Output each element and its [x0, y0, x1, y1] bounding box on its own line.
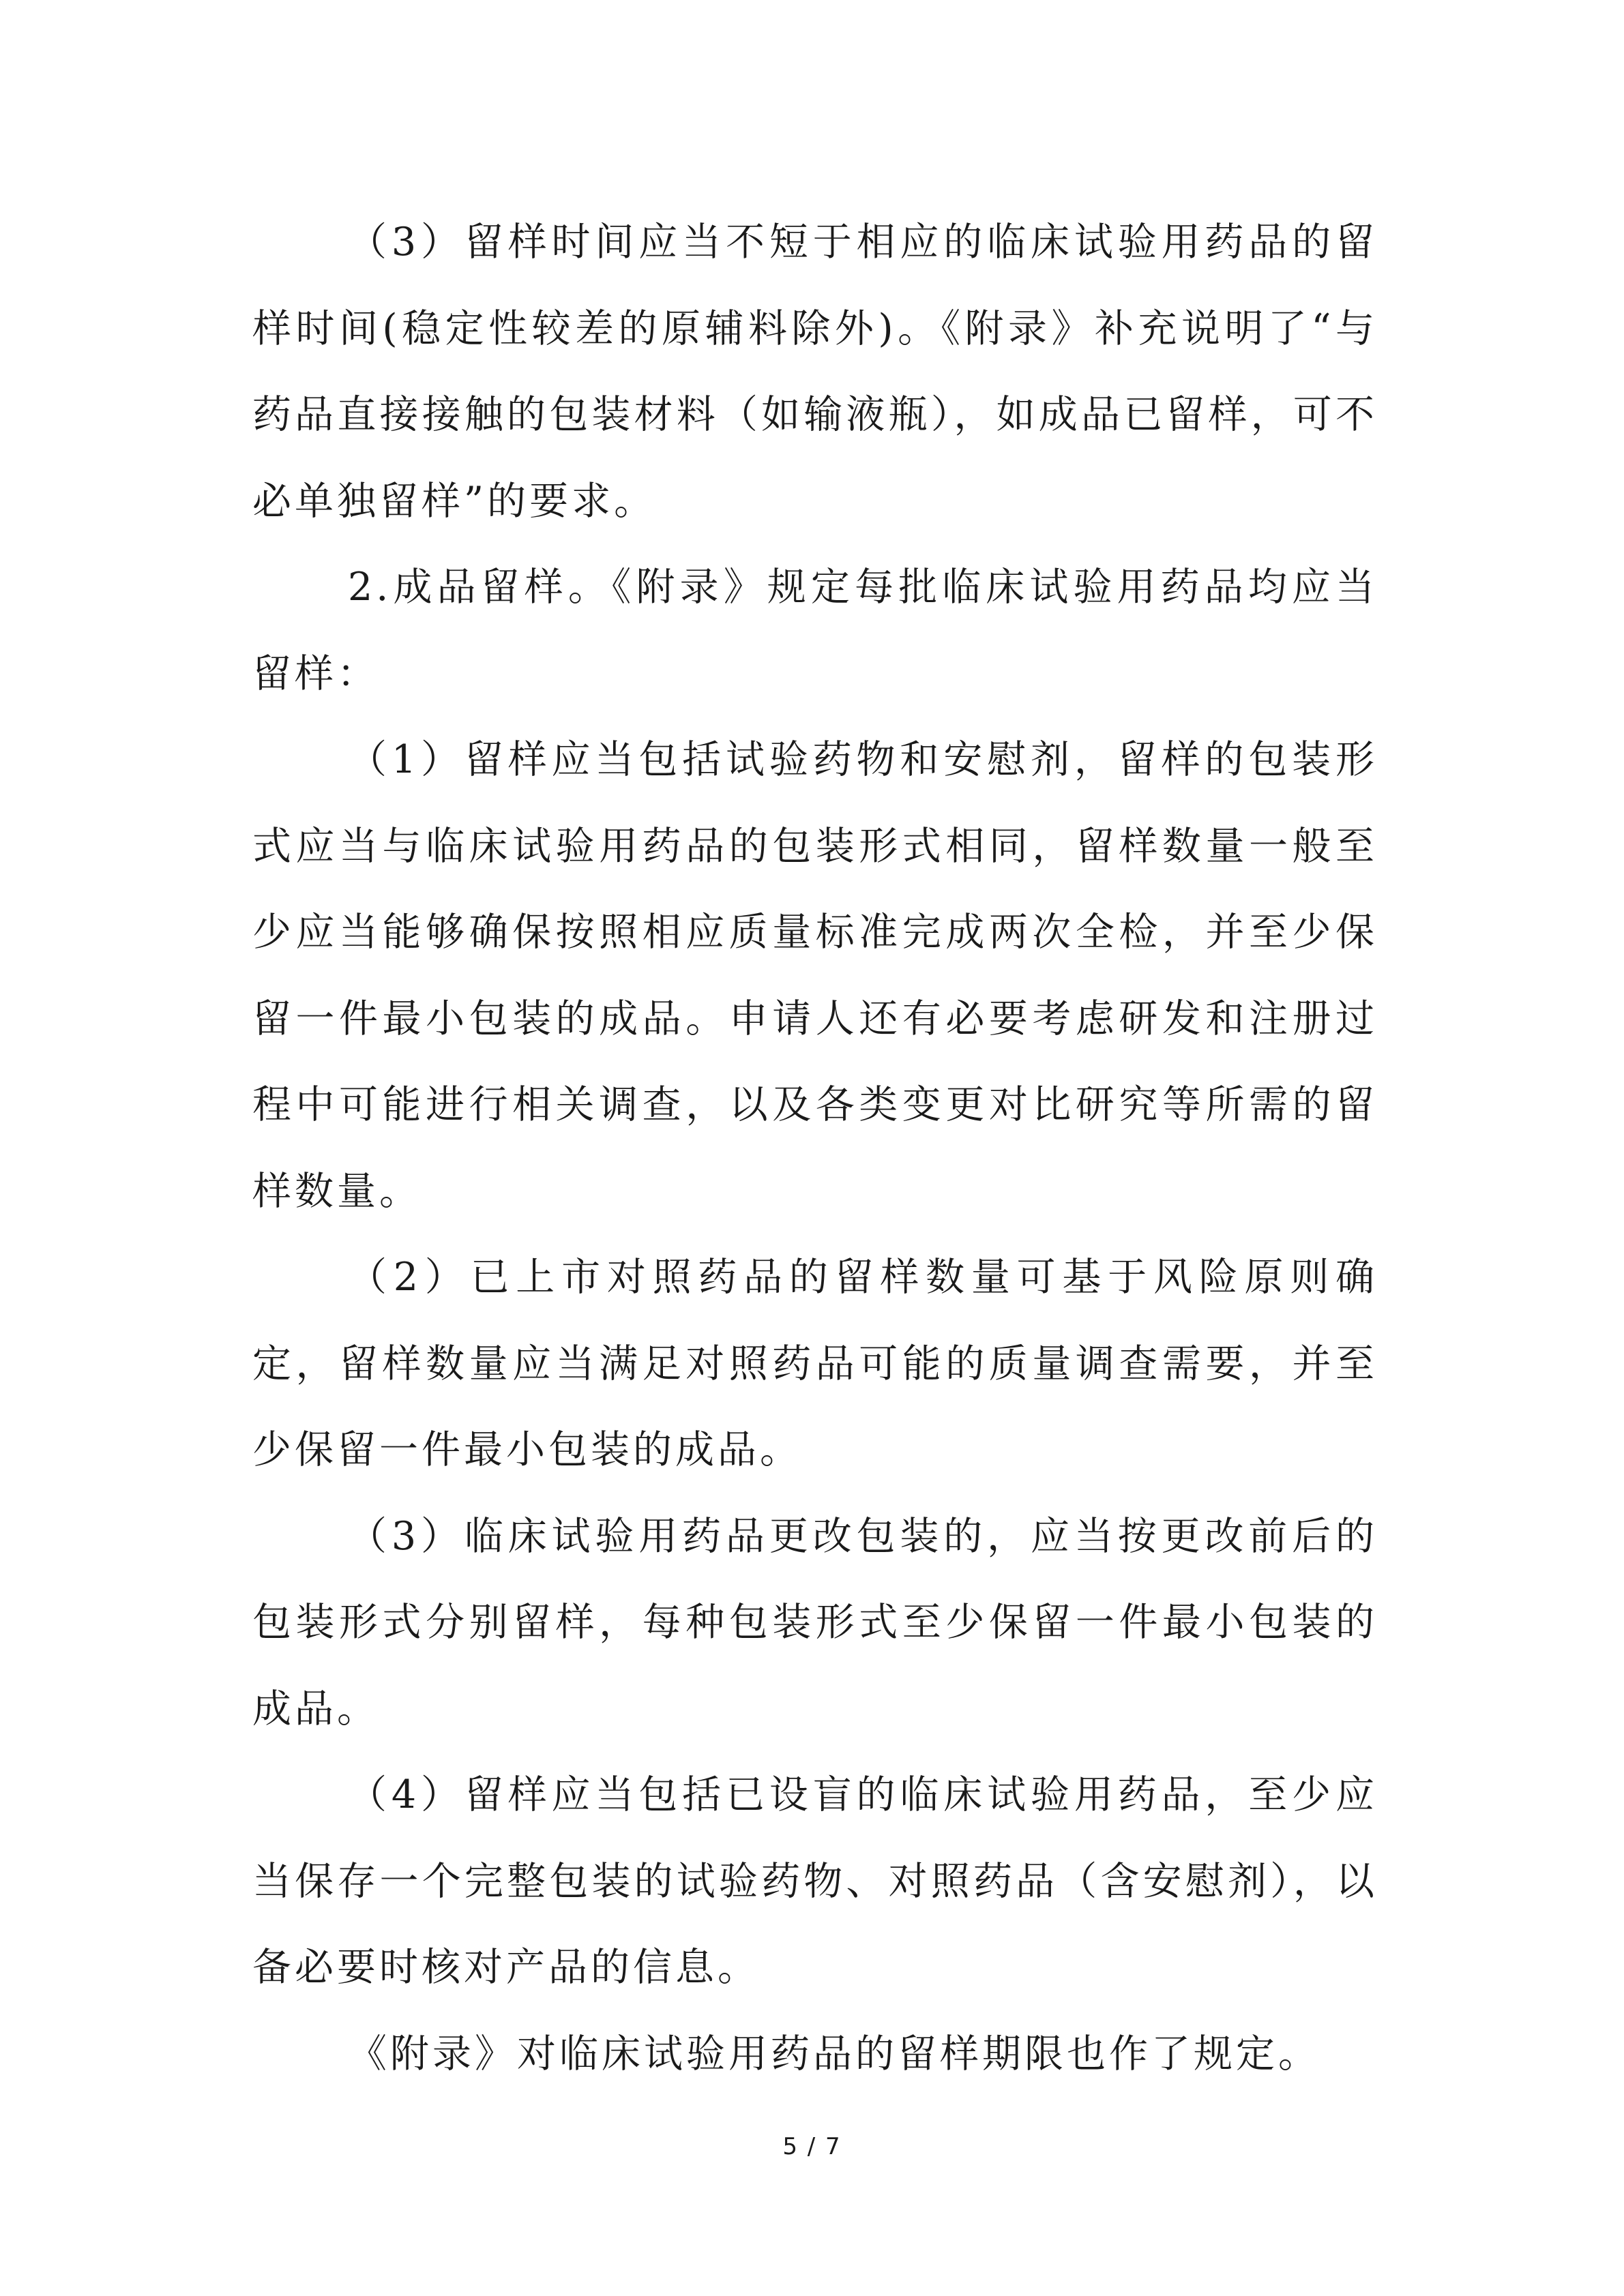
paragraph-packaging-change-retention: （3）临床试验用药品更改包装的，应当按更改前后的包装形式分别留样，每种包装形式至少保留一件最小包装的成品。 — [252, 1513, 1378, 1731]
document-body — [252, 199, 1378, 2097]
paragraph-retention-includes-placebo: （1）留样应当包括试验药物和安慰剂，留样的包装形式应当与临床试验用药品的包装形式相同，留样数量一般至少应当能够确保按照相应质量标准完成两次全检，并至少保留一件最小包装的成品。申请人还有必要考虑研发和注册过程中可能进行相关调查，以及各类变更对比研究等所需的留样数量。 — [252, 737, 1378, 1214]
paragraph-retention-period: 《附录》对临床试验用药品的留样期限也作了规定。 — [348, 2031, 1320, 2076]
paragraph-finished-product-retention: 2.成品留样。《附录》规定每批临床试验用药品均应当留样： — [252, 565, 1378, 696]
paragraph-comparator-retention: （2）已上市对照药品的留样数量可基于风险原则确定，留样数量应当满足对照药品可能的质量调查需要，并至少保留一件最小包装的成品。 — [252, 1255, 1378, 1472]
page-number: 5 / 7 — [782, 2133, 842, 2160]
paragraph-blinded-retention: （4）留样应当包括已设盲的临床试验用药品，至少应当保存一个完整包装的试验药物、对照药品（含安慰剂），以备必要时核对产品的信息。 — [252, 1772, 1378, 1990]
paragraph-sample-retention-time: （3）留样时间应当不短于相应的临床试验用药品的留样时间(稳定性较差的原辅料除外)。《附录》补充说明了“与药品直接接触的包装材料（如输液瓶），如成品已留样，可不必单独留样”的要求。 — [252, 220, 1378, 524]
